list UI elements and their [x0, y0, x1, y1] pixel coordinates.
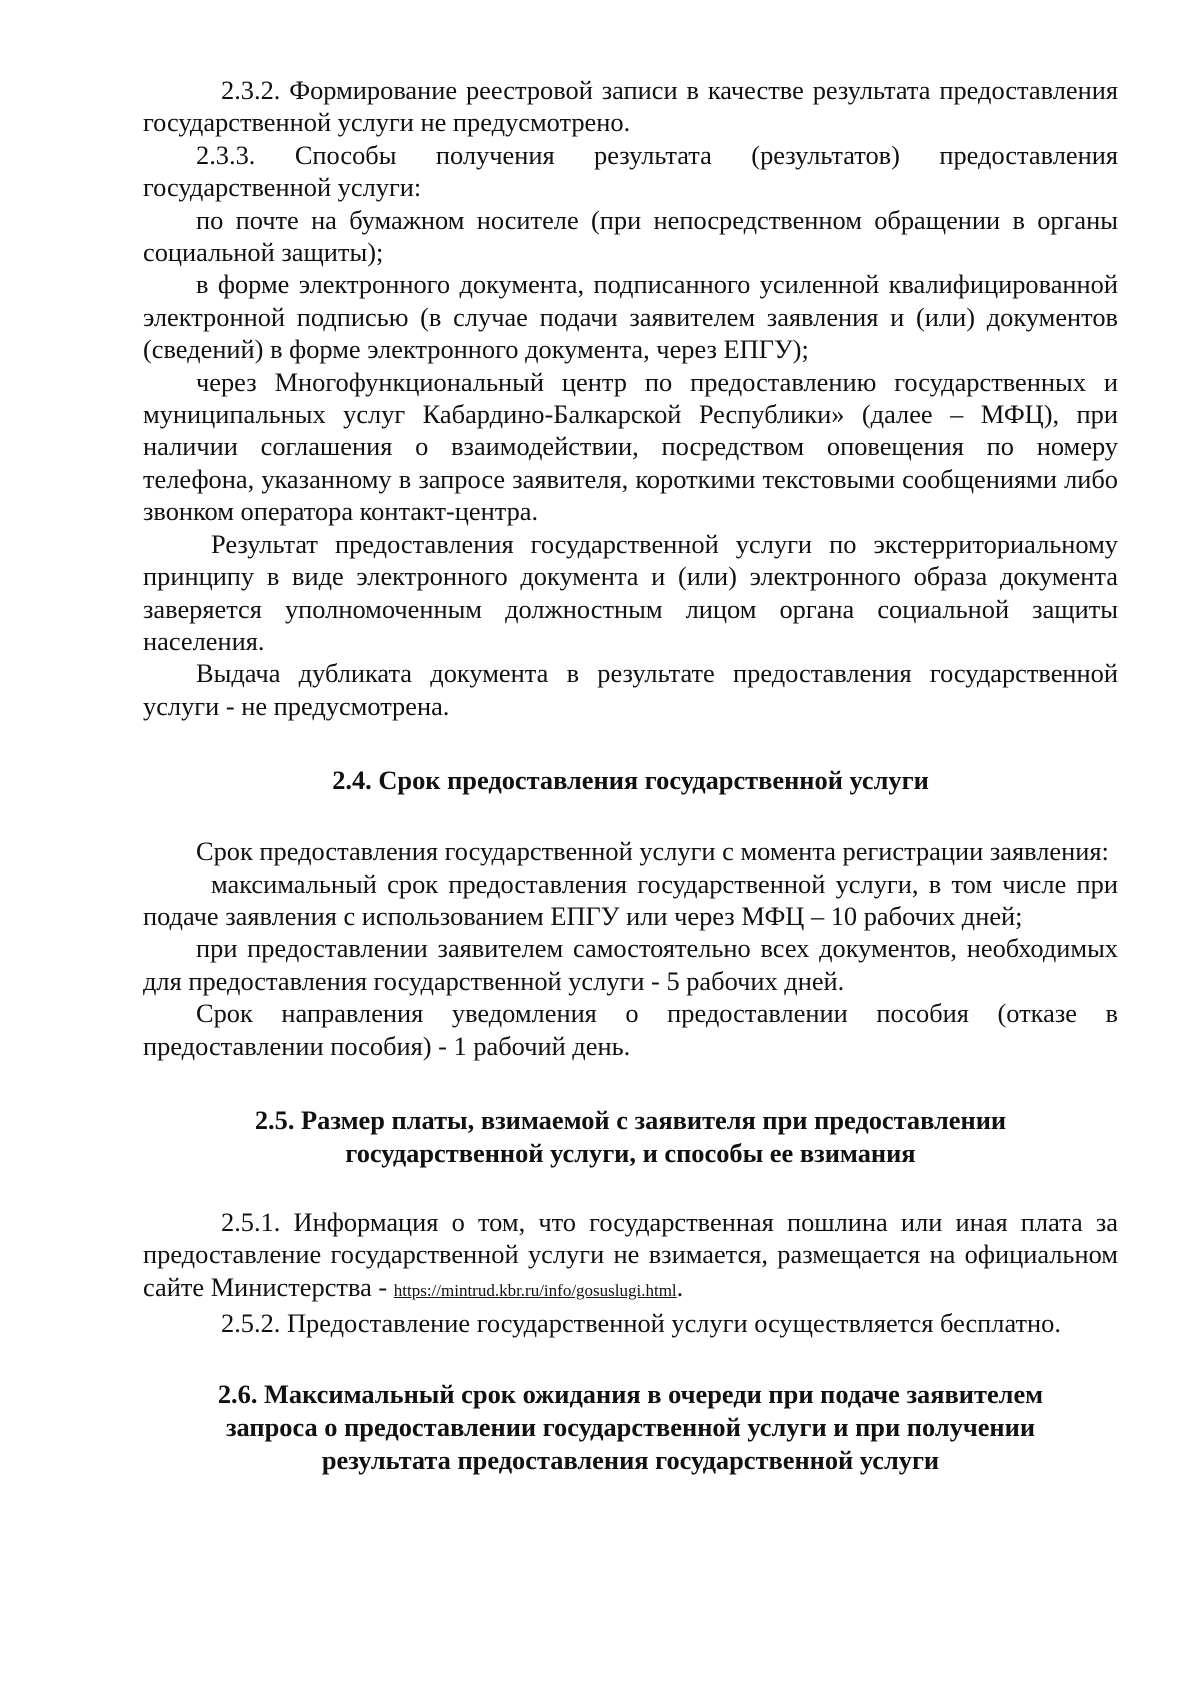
section-heading-2-5 — [143, 1104, 1118, 1170]
paragraph-2-3-3: 2.3.3. Способы получения результата (результатов) предоставления государственной услуги: — [143, 139, 1118, 203]
paragraph-2-3-2: 2.3.2. Формирование реестровой записи в качестве результата предоставления государственной услуги не предусмотрено. — [143, 75, 1118, 138]
ministry-website-link[interactable]: https://mintrud.kbr.ru/info/gosuslugi.html — [393, 1280, 677, 1300]
paragraph-term-intro: Срок предоставления государственной услуги с момента регистрации заявления: — [196, 836, 1109, 867]
paragraph-duplicate: Выдача дубликата документа в результате предоставления государственной услуги - не предусмотрена. — [143, 658, 1118, 721]
paragraph-by-post: по почте на бумажном носителе (при непосредственном обращении в органы социальной защиты); — [143, 204, 1118, 268]
paragraph-extraterritorial: Результат предоставления государственной услуги по экстерриториальному принципу в виде электронного документа и (или) электронного образа документа заверяется уполномоченным должностным лицом органа социальной защиты населения. — [143, 528, 1118, 656]
paragraph-term-notification: Срок направления уведомления о предоставлении пособия (отказе в предоставлении пособия) - 1 рабочий день. — [143, 998, 1118, 1061]
paragraph-electronic-document: в форме электронного документа, подписанного усиленной квалифицированной электронной подписью (в случае подачи заявителем заявления и (или) документов (сведений) в форме электронного документа, через ЕПГУ); — [143, 269, 1118, 365]
paragraph-2-5-1 — [143, 1206, 1118, 1307]
section-heading-2-4: 2.4. Срок предоставления государственной услуги — [332, 765, 929, 796]
document-page — [143, 74, 1118, 1477]
section-heading-2-5-line-2: государственной услуги, и способы ее взимания — [345, 1137, 916, 1168]
paragraph-2-5-1-text: 2.5.1. Информация о том, что государственная пошлина или иная плата за предоставление государственной услуги не взимается, размещается на официальном сайте Министерства - — [143, 1206, 1118, 1302]
paragraph-2-5-2: 2.5.2. Предоставление государственной услуги осуществляется бесплатно. — [221, 1308, 1061, 1339]
section-heading-2-6 — [143, 1378, 1118, 1477]
paragraph-term-all-documents: при предоставлении заявителем самостоятельно всех документов, необходимых для предоставления государственной услуги - 5 рабочих дней. — [143, 933, 1118, 996]
section-heading-2-6-line-2: запроса о предоставлении государственной услуги и при получении — [225, 1411, 1036, 1442]
section-heading-2-6-line-1: 2.6. Максимальный срок ожидания в очереди при подаче заявителем — [217, 1378, 1044, 1409]
paragraph-2-5-1-end: . — [676, 1271, 684, 1302]
section-heading-2-6-line-3: результата предоставления государственной услуги — [321, 1444, 940, 1475]
paragraph-term-maximum: максимальный срок предоставления государственной услуги, в том числе при подаче заявления с использованием ЕПГУ или через МФЦ – 10 рабочих дней; — [143, 868, 1118, 931]
paragraph-via-mfc: через Многофункциональный центр по предоставлению государственных и муниципальных услуг Кабардино-Балкарской Республики» (далее – МФЦ), при наличии соглашения о взаимодействии, посредством оповещения по номеру телефона, указанному в запросе заявителя, короткими текстовыми сообщениями либо звонком оператора контакт-центра. — [143, 366, 1118, 527]
section-heading-2-5-line-1: 2.5. Размер платы, взимаемой с заявителя при предоставлении — [254, 1104, 1007, 1135]
